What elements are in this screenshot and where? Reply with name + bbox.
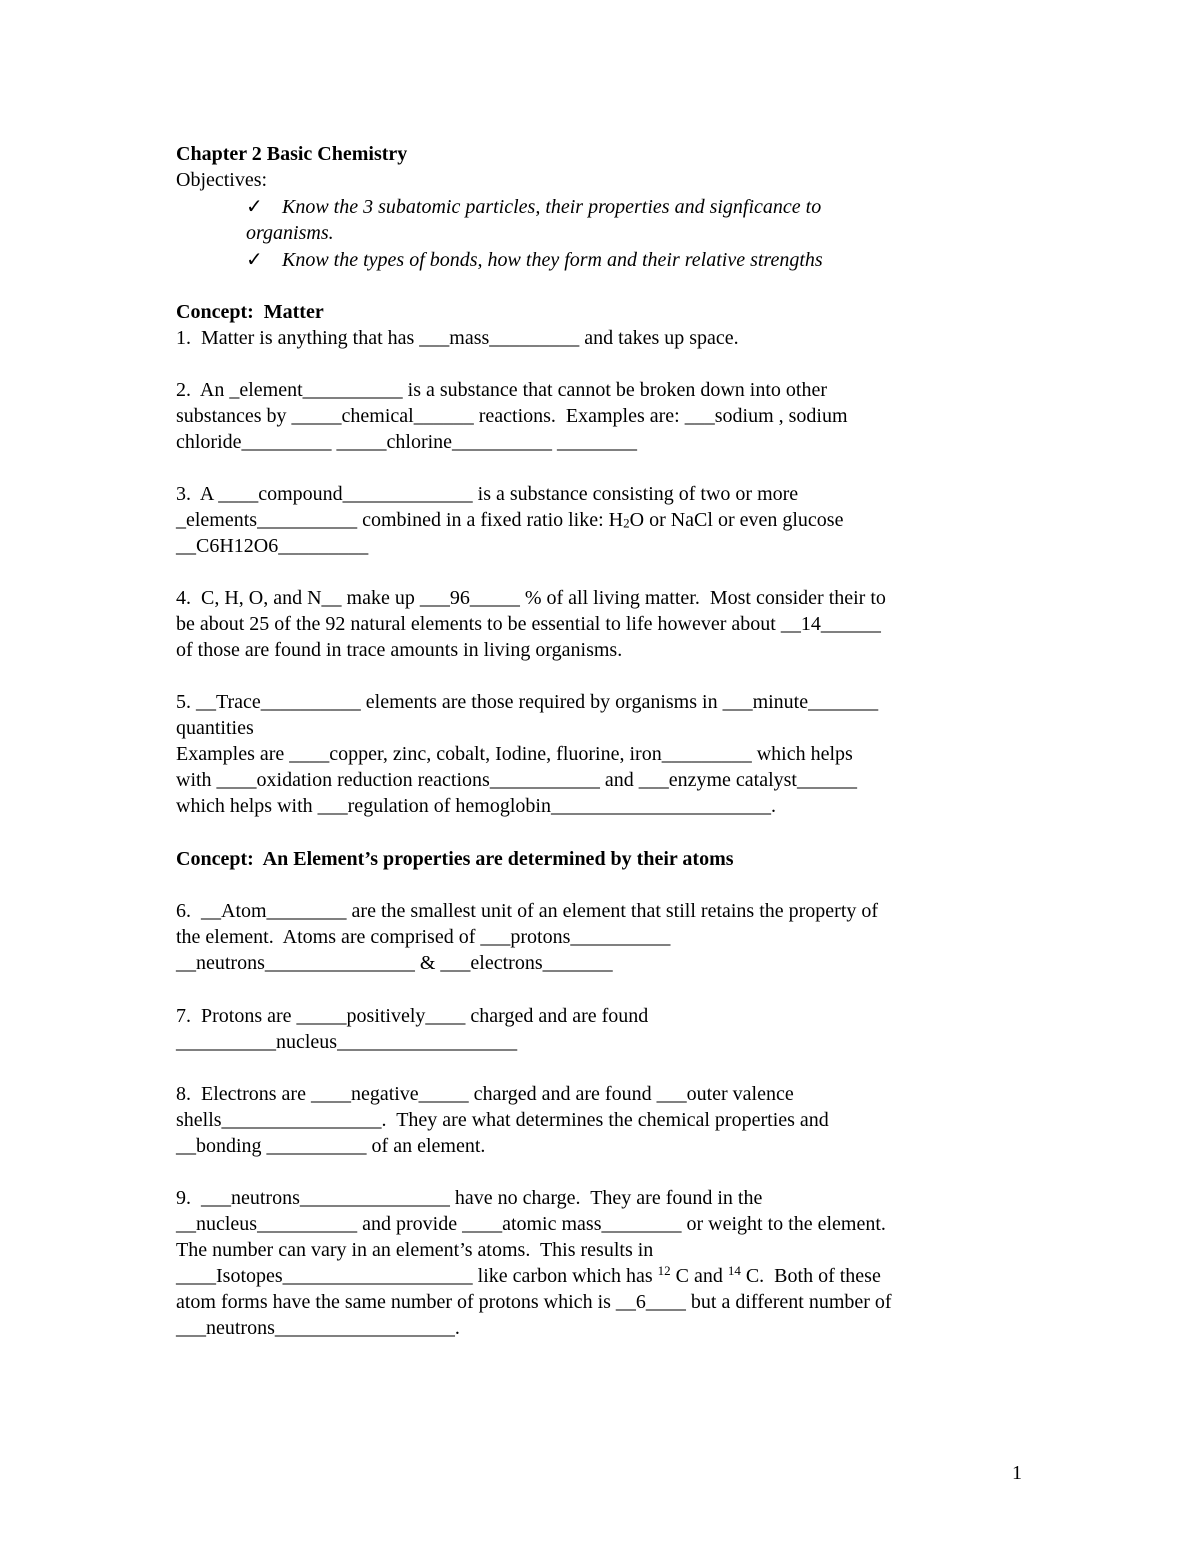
question-9-line: The number can vary in an element’s atoms. This results in [176, 1239, 654, 1261]
checkmark-icon: ✓ [246, 247, 263, 271]
question-4-line: of those are found in trace amounts in living organisms. [176, 639, 623, 661]
question-3-line: 3. A ____compound_____________ is a substance consisting of two or more [176, 483, 799, 505]
question-9-line [176, 1263, 881, 1289]
objectives-label: Objectives: [176, 169, 268, 191]
objective-1-continued: organisms. [246, 222, 334, 244]
question-3-line [176, 507, 843, 533]
subscript: 2 [623, 515, 630, 531]
question-6-line: 6. __Atom________ are the smallest unit of an element that still retains the property of [176, 900, 879, 922]
page-title: Chapter 2 Basic Chemistry [176, 143, 408, 165]
question-1: 1. Matter is anything that has ___mass_________ and takes up space. [176, 327, 739, 349]
question-3-text: _elements__________ combined in a fixed ratio like: H [176, 509, 624, 531]
page-number: 1 [1012, 1462, 1022, 1484]
question-3-line: __C6H12O6_________ [176, 535, 369, 557]
question-7-line: __________nucleus__________________ [176, 1031, 518, 1053]
question-8-line: __bonding __________ of an element. [176, 1135, 486, 1157]
question-9-text: C and [670, 1265, 728, 1287]
question-7-line: 7. Protons are _____positively____ charged and are found [176, 1005, 649, 1027]
question-9-line: ___neutrons__________________. [176, 1317, 460, 1339]
superscript: 14 [727, 1262, 741, 1278]
checkmark-icon: ✓ [246, 194, 263, 218]
question-2-line: 2. An _element__________ is a substance that cannot be broken down into other [176, 379, 827, 401]
concept-heading-atoms: Concept: An Element’s properties are determined by their atoms [176, 848, 734, 870]
concept-heading-matter: Concept: Matter [176, 301, 324, 323]
question-3-text: O or NaCl or even glucose [629, 509, 844, 531]
question-6-line: the element. Atoms are comprised of ___protons__________ [176, 926, 671, 948]
question-2-line: substances by _____chemical______ reactions. Examples are: ___sodium , sodium [176, 405, 848, 427]
question-8-line: 8. Electrons are ____negative_____ charged and are found ___outer valence [176, 1083, 794, 1105]
superscript: 12 [657, 1262, 671, 1278]
question-9-line: atom forms have the same number of protons which is __6____ but a different number of [176, 1291, 892, 1313]
question-9-text: ____Isotopes___________________ like carbon which has [176, 1265, 658, 1287]
question-9-line: __nucleus__________ and provide ____atomic mass________ or weight to the element. [176, 1213, 886, 1235]
question-5-line: 5. __Trace__________ elements are those required by organisms in ___minute_______ [176, 691, 879, 713]
question-4-line: be about 25 of the 92 natural elements to be essential to life however about __14______ [176, 613, 881, 635]
question-5-line: which helps with ___regulation of hemoglobin______________________. [176, 795, 776, 817]
objective-1: Know the 3 subatomic particles, their properties and signficance to [282, 196, 822, 218]
question-8-line: shells________________. They are what determines the chemical properties and [176, 1109, 829, 1131]
question-5-line: with ____oxidation reduction reactions___________ and ___enzyme catalyst______ [176, 769, 857, 791]
question-9-line: 9. ___neutrons_______________ have no charge. They are found in the [176, 1187, 763, 1209]
question-5-line: Examples are ____copper, zinc, cobalt, Iodine, fluorine, iron_________ which helps [176, 743, 853, 765]
question-2-line: chloride_________ _____chlorine__________ ________ [176, 431, 638, 453]
objective-2: Know the types of bonds, how they form and their relative strengths [282, 249, 823, 271]
question-4-line: 4. C, H, O, and N__ make up ___96_____ % of all living matter. Most consider their to [176, 587, 886, 609]
question-6-line: __neutrons_______________ & ___electrons_______ [176, 952, 613, 974]
question-5-line: quantities [176, 717, 254, 739]
question-9-text: C. Both of these [740, 1265, 881, 1287]
